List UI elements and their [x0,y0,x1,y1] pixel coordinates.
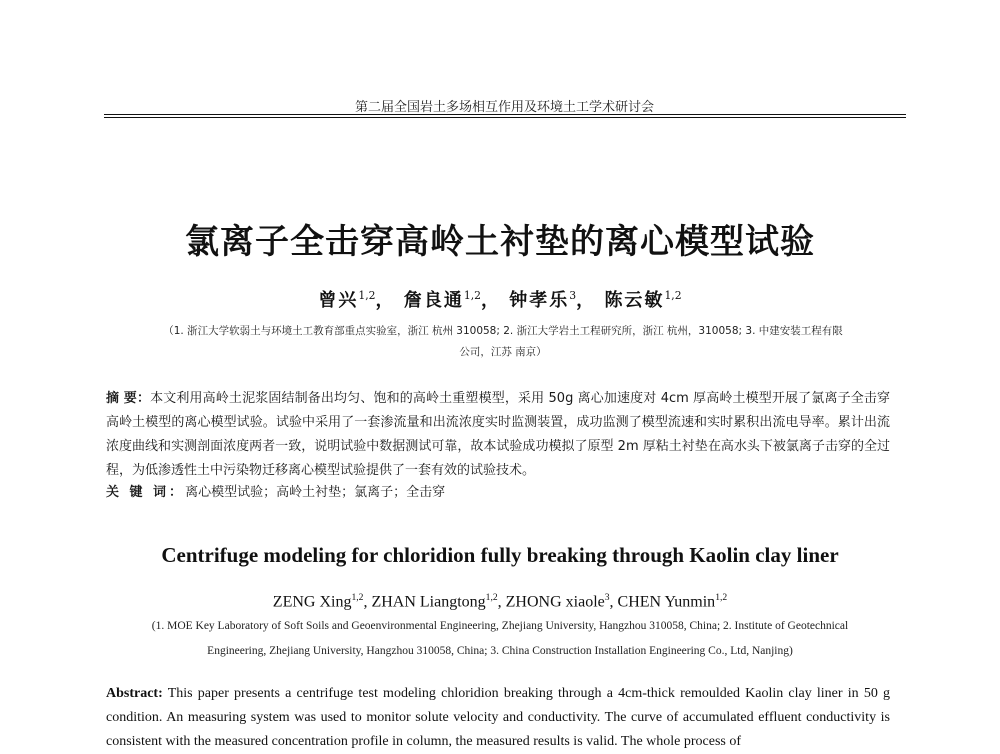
en-author-affil-mark: 1,2 [715,592,728,603]
en-author-name: ZENG Xing [272,593,352,611]
en-author-affil-mark: 1,2 [351,592,364,603]
cn-author-affil-mark: 3 [569,289,577,302]
english-title: Centrifuge modeling for chloridion fully breaking through Kaolin clay liner [161,543,839,567]
cn-abstract-label: 摘 要： [106,391,151,406]
cn-affiliation-line: 公司，江苏 南京） [459,346,547,358]
cn-keywords-text: 离心模型试验；高岭土衬垫；氯离子；全击穿 [185,485,446,500]
cn-author-separator: ， [576,290,597,311]
en-author-name: ZHAN Liangtong [371,593,486,611]
en-affiliation-line: Engineering, Zhejiang University, Hangzhou 310058, China; 3. China Construction Installation Engineering Co., Ltd, Nanjing) [207,645,793,657]
chinese-title: 氯离子全击穿高岭土衬垫的离心模型试验 [185,222,815,262]
cn-author-separator: ， [481,290,501,311]
en-author-affil-mark: 3 [604,592,610,603]
header-rule-bottom [104,117,906,118]
cn-author-name: 陈云敏 [604,290,665,311]
en-author-separator: , [363,593,372,611]
cn-author-affil-mark: 1,2 [664,289,682,302]
en-author-separator: , [609,593,618,611]
cn-author-affil-mark: 1,2 [463,289,481,302]
chinese-affiliations [118,321,888,363]
english-authors [100,592,900,611]
cn-affiliation-line: （1. 浙江大学软弱土与环境土工教育部重点实验室，浙江 杭州 310058; 2. 浙江大学岩土工程研究所，浙江 杭州，310058; 3. 中建安装工程有限 [163,325,843,337]
chinese-abstract [106,387,890,483]
english-affiliations [110,614,890,664]
en-author-name: ZHONG xiaole [505,593,605,611]
cn-author-name: 钟孝乐 [509,290,570,311]
en-abstract-label: Abstract: [106,686,163,701]
chinese-keywords [106,482,890,504]
cn-author-name: 詹良通 [403,290,464,311]
cn-author-name: 曾兴 [318,290,359,311]
en-author-affil-mark: 1,2 [485,592,498,603]
chinese-authors [100,286,900,312]
en-abstract-text: This paper presents a centrifuge test modeling chloridion breaking through a 4cm-thick remoulded Kaolin clay liner in 50 g condition. An measuring system was used to monitor solute velocity and conductivity. The curve of accumulated effluent conductivity is consistent with the measured concentration profile in column, the measured results is valid. The whole process of [106,686,890,749]
en-affiliation-line: (1. MOE Key Laboratory of Soft Soils and Geoenvironmental Engineering, Zhejiang University, Hangzhou 310058, China; 2. Institute of Geotechnical [151,620,849,632]
running-header: 第二届全国岩土多场相互作用及环境土工学术研讨会 [354,100,654,115]
en-author-name: CHEN Yunmin [617,593,716,611]
en-author-separator: , [497,593,506,611]
cn-abstract-text: 本文利用高岭土泥浆固结制备出均匀、饱和的高岭土重塑模型，采用 50g 离心加速度对 4cm 厚高岭土模型开展了氯离子全击穿高岭土模型的离心模型试验。试验中采用了一套渗流量和出流浓度实时监测装置，成功监测了模型流速和实时累积出流电导率。累计出流浓度曲线和实测剖面浓度两者一致，说明试验中数据测试可靠，故本试验成功模拟了原型 2m 厚粘土衬垫在高水头下被氯离子击穿的全过程，为低渗透性土中污染物迁移离心模型试验提供了一套有效的试验技术。 [106,391,891,478]
header-rule-top [104,114,906,115]
english-abstract [106,682,890,754]
cn-author-affil-mark: 1,2 [358,289,376,302]
cn-keywords-label: 关 键 词： [106,485,186,500]
cn-author-separator: ， [375,290,396,311]
